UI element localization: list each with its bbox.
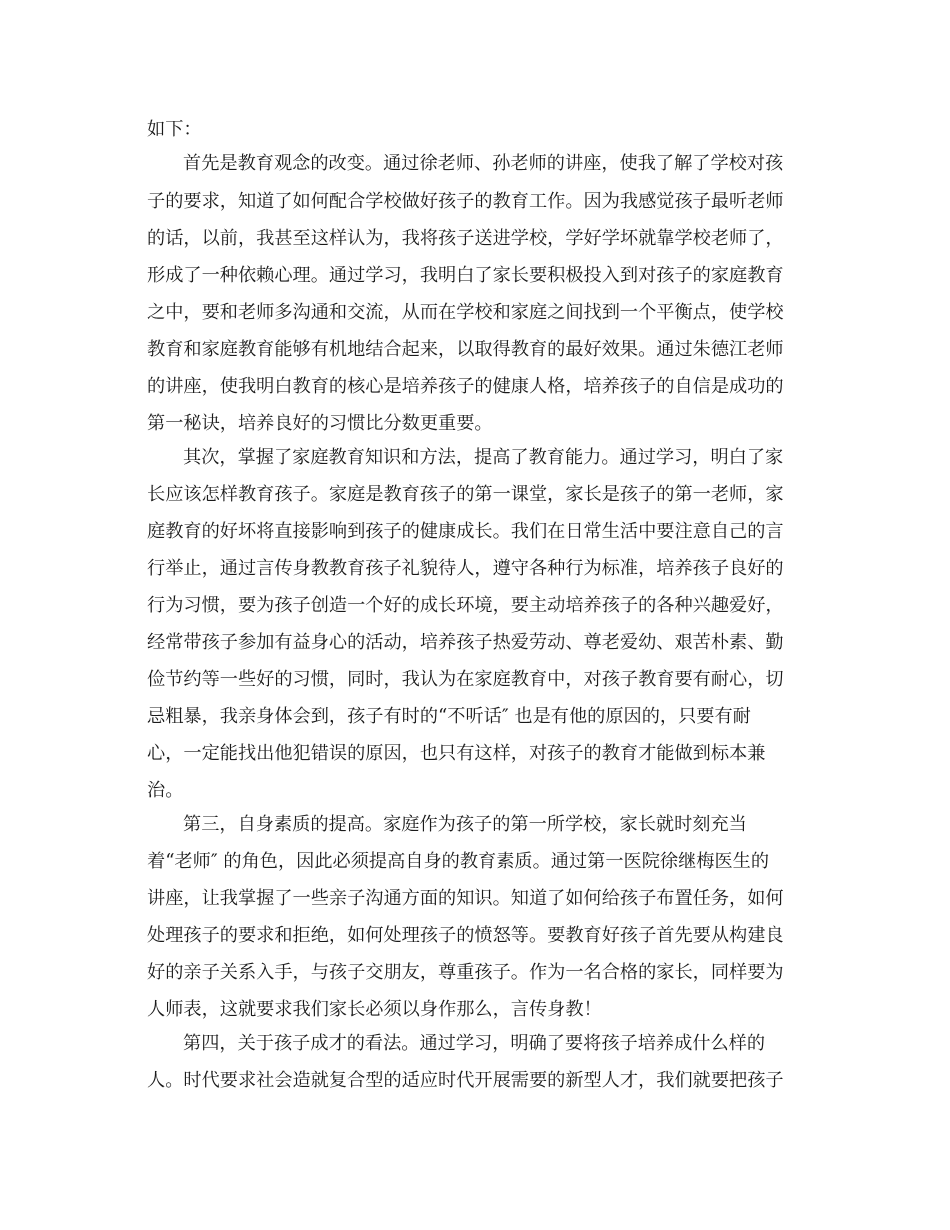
text-line xyxy=(0,882,950,916)
text-line xyxy=(0,478,950,512)
line-text: 好的亲子关系入手，与孩子交朋友，尊重孩子。作为一名合格的家长，同样要为 xyxy=(147,962,784,983)
text-line xyxy=(0,626,950,660)
line-text: 的讲座，使我明白教育的核心是培养孩子的健康人格，培养孩子的自信是成功的 xyxy=(147,376,784,397)
line-text: 庭教育的好坏将直接影响到孩子的健康成长。我们在日常生活中要注意自己的言 xyxy=(147,521,784,542)
line-text: 其次，掌握了家庭教育知识和方法，提高了教育能力。通过学习，明白了家 xyxy=(183,447,784,468)
line-text: 行为习惯，要为孩子创造一个好的成长环境，要主动培养孩子的各种兴趣爱好， xyxy=(147,595,784,616)
line-text: 俭节约等一些好的习惯，同时，我认为在家庭教育中，对孩子教育要有耐心，切 xyxy=(147,669,784,690)
line-text: 第一秘诀，培养良好的习惯比分数更重要。 xyxy=(147,413,493,434)
line-text: 经常带孩子参加有益身心的活动，培养孩子热爱劳动、尊老爱幼、艰苦朴素、勤 xyxy=(147,632,784,653)
text-line xyxy=(0,774,950,808)
text-line xyxy=(0,919,950,953)
text-line xyxy=(0,515,950,549)
line-text: 第三，自身素质的提高。家庭作为孩子的第一所学校，家长就时刻充当 xyxy=(183,814,747,835)
text-line xyxy=(0,808,950,842)
text-line xyxy=(0,1027,950,1061)
line-text: 处理孩子的要求和拒绝，如何处理孩子的愤怒等。要教育好孩子首先要从构建良 xyxy=(147,925,784,946)
line-text: 心，一定能找出他犯错误的原因，也只有这样，对孩子的教育才能做到标本兼 xyxy=(147,743,766,764)
text-line xyxy=(0,441,950,475)
text-line xyxy=(0,259,950,293)
line-text: 人师表，这就要求我们家长必须以身作那么，言传身教！ xyxy=(147,999,602,1020)
line-text: 首先是教育观念的改变。通过徐老师、孙老师的讲座，使我了解了学校对孩 xyxy=(183,153,784,174)
text-line xyxy=(0,700,950,734)
text-line xyxy=(0,185,950,219)
line-text: 之中，要和老师多沟通和交流，从而在学校和家庭之间找到一个平衡点，使学校 xyxy=(147,302,784,323)
text-line xyxy=(0,993,950,1027)
line-text: 讲座，让我掌握了一些亲子沟通方面的知识。知道了如何给孩子布置任务，如何 xyxy=(147,888,784,909)
text-line xyxy=(0,407,950,441)
text-line xyxy=(0,113,950,147)
line-text: 形成了一种依赖心理。通过学习，我明白了家长要积极投入到对孩子的家庭教育 xyxy=(147,265,784,286)
text-line xyxy=(0,296,950,330)
line-text: 子的要求，知道了如何配合学校做好孩子的教育工作。因为我感觉孩子最听老师 xyxy=(147,191,784,212)
text-line xyxy=(0,370,950,404)
text-line xyxy=(0,1064,950,1098)
text-line xyxy=(0,663,950,697)
text-line xyxy=(0,737,950,771)
line-text: 行举止，通过言传身教教育孩子礼貌待人，遵守各种行为标准，培养孩子良好的 xyxy=(147,558,784,579)
line-text: 人。时代要求社会造就复合型的适应时代开展需要的新型人才，我们就要把孩子 xyxy=(147,1070,784,1091)
text-line xyxy=(0,845,950,879)
text-line xyxy=(0,147,950,181)
line-text: 长应该怎样教育孩子。家庭是教育孩子的第一课堂，家长是孩子的第一老师，家 xyxy=(147,484,784,505)
text-line xyxy=(0,222,950,256)
line-text: 的话，以前，我甚至这样认为，我将孩子送进学校，学好学坏就靠学校老师了， xyxy=(147,228,784,249)
line-text: 教育和家庭教育能够有机地结合起来，以取得教育的最好效果。通过朱德江老师 xyxy=(147,339,784,360)
text-line xyxy=(0,589,950,623)
line-text: 着“老师″ 的角色，因此必须提高自身的教育素质。通过第一医院徐继梅医生的 xyxy=(147,851,770,872)
text-line xyxy=(0,552,950,586)
line-text: 如下： xyxy=(147,119,202,140)
text-line xyxy=(0,333,950,367)
line-text: 忌粗暴，我亲身体会到，孩子有时的“不听话″ 也是有他的原因的，只要有耐 xyxy=(147,706,751,727)
line-text: 第四，关于孩子成才的看法。通过学习，明确了要将孩子培养成什么样的 xyxy=(183,1033,766,1054)
text-line xyxy=(0,956,950,990)
line-text: 治。 xyxy=(147,780,184,801)
